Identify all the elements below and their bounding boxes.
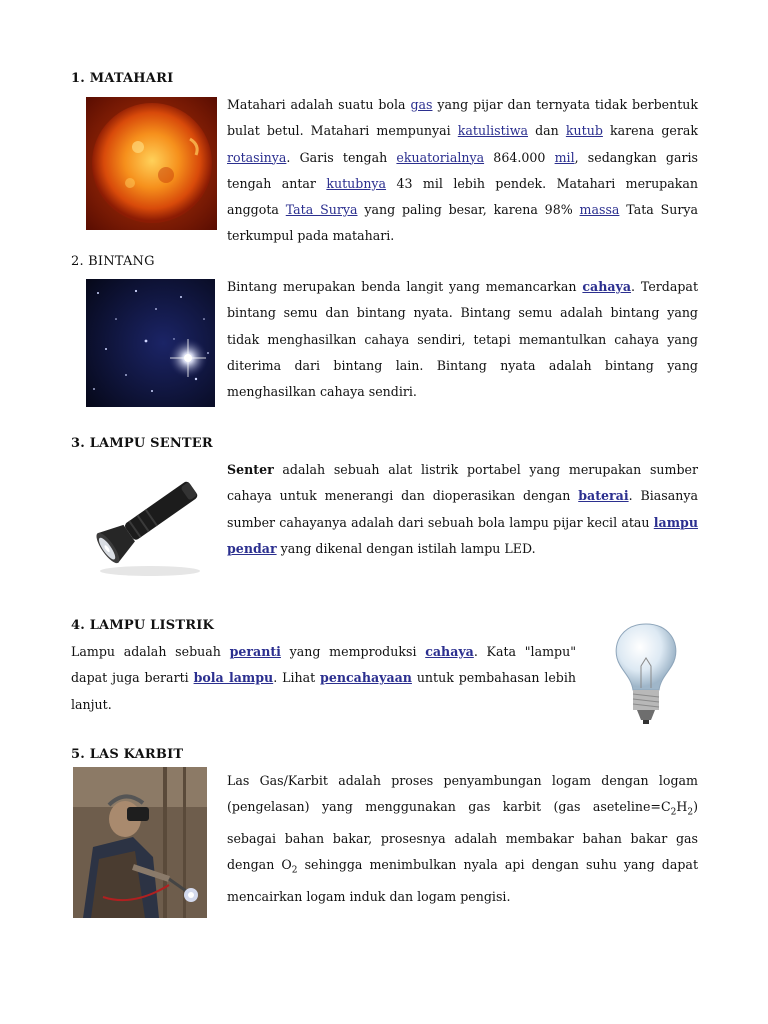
section-paragraph-las-karbit [227, 768, 698, 911]
paragraph-text: , sedangkan garis tengah antar [227, 149, 698, 191]
inline-link[interactable]: pencahayaan [320, 670, 412, 686]
section-paragraph-matahari [227, 92, 698, 250]
section-heading-lampu-listrik: 4. LAMPU LISTRIK [71, 618, 215, 633]
star-photo [86, 279, 215, 407]
inline-link[interactable]: Tata Surya [285, 202, 358, 218]
section-heading-lampu-senter: 3. LAMPU SENTER [71, 436, 213, 451]
section-paragraph-lampu-listrik [71, 639, 576, 718]
inline-link[interactable]: cahaya [425, 644, 474, 659]
inline-link[interactable]: peranti [229, 644, 281, 659]
welder-photo [73, 767, 207, 918]
paragraph-text: yang dikenal dengan istilah lampu LED. [276, 540, 536, 556]
paragraph-text: dan [528, 123, 566, 139]
section-paragraph-bintang [227, 274, 698, 405]
paragraph-text: H [676, 799, 688, 815]
paragraph-text: 43 mil lebih pendek. Matahari merupakan anggota [227, 175, 698, 218]
paragraph-text: Tata Surya terkumpul pada matahari. [227, 202, 698, 244]
paragraph-text: . Biasanya sumber cahayanya adalah dari sebuah bola lampu pijar kecil atau [227, 488, 698, 530]
paragraph-text: ) sebagai bahan bakar, prosesnya adalah membakar bahan bakar gas dengan O [227, 799, 698, 873]
paragraph-text: . Garis tengah [286, 149, 397, 165]
paragraph-text: . Kata "lampu" dapat juga berarti [71, 644, 576, 686]
inline-link[interactable]: massa [579, 202, 620, 218]
section-heading-matahari: 1. MATAHARI [71, 71, 174, 86]
paragraph-text: Bintang merupakan benda langit yang memancarkan [227, 279, 583, 294]
section-paragraph-lampu-senter [227, 457, 698, 562]
paragraph-text: yang pijar dan ternyata tidak berbentuk bulat betul. Matahari mempunyai [227, 97, 699, 139]
inline-link[interactable]: bola lampu [193, 670, 274, 686]
paragraph-text: yang paling besar, karena 98% [357, 202, 580, 218]
section-heading-las-karbit: 5. LAS KARBIT [71, 747, 184, 762]
paragraph-text: sehingga menimbulkan nyala api dengan suhu yang dapat mencairkan logam induk dan logam pengisi. [227, 857, 699, 905]
paragraph-text: Las Gas/Karbit adalah proses penyambungan logam dengan logam (pengelasan) yang menggunakan gas karbit (gas aseteline=C [227, 773, 698, 815]
inline-link[interactable]: mil [554, 149, 575, 165]
subscript: 2 [670, 807, 677, 818]
inline-link[interactable]: cahaya [582, 279, 632, 294]
inline-link[interactable]: kutub [565, 123, 603, 139]
paragraph-text: Matahari adalah suatu bola [227, 97, 411, 112]
paragraph-text: yang memproduksi [280, 644, 426, 659]
subscript: 2 [291, 865, 298, 876]
inline-link[interactable]: gas [410, 97, 433, 112]
inline-link[interactable]: lampu pendar [227, 514, 698, 556]
inline-link[interactable]: rotasinya [227, 149, 287, 165]
inline-link[interactable]: katulistiwa [457, 123, 529, 139]
paragraph-text: 864.000 [484, 149, 555, 165]
inline-link[interactable]: baterai [578, 488, 629, 504]
paragraph-text: Lampu adalah sebuah [71, 644, 230, 659]
paragraph-text: untuk pembahasan lebih lanjut. [71, 670, 576, 712]
light-bulb-photo [605, 618, 687, 734]
bold-term: Senter [227, 462, 274, 477]
inline-link[interactable]: kutubnya [326, 175, 387, 191]
inline-link[interactable]: ekuatorialnya [396, 149, 485, 165]
flashlight-photo [86, 461, 214, 582]
sun-photo [86, 97, 217, 230]
paragraph-text: adalah sebuah alat listrik portabel yang merupakan sumber cahaya untuk menerangi dan dioperasikan dengan [227, 462, 698, 504]
paragraph-text: . Lihat [273, 670, 321, 686]
paragraph-text: . Terdapat bintang semu dan bintang nyata. Bintang semu adalah bintang yang tidak menghasilkan cahaya sendiri, tetapi memantulkan cahaya yang diterima dari bintang lain. Bintang nyata adalah bintang yang menghasilkan cahaya sendiri. [227, 279, 699, 400]
paragraph-text: karena gerak [602, 123, 698, 139]
subscript: 2 [687, 807, 694, 818]
section-heading-bintang: 2. BINTANG [71, 254, 155, 269]
